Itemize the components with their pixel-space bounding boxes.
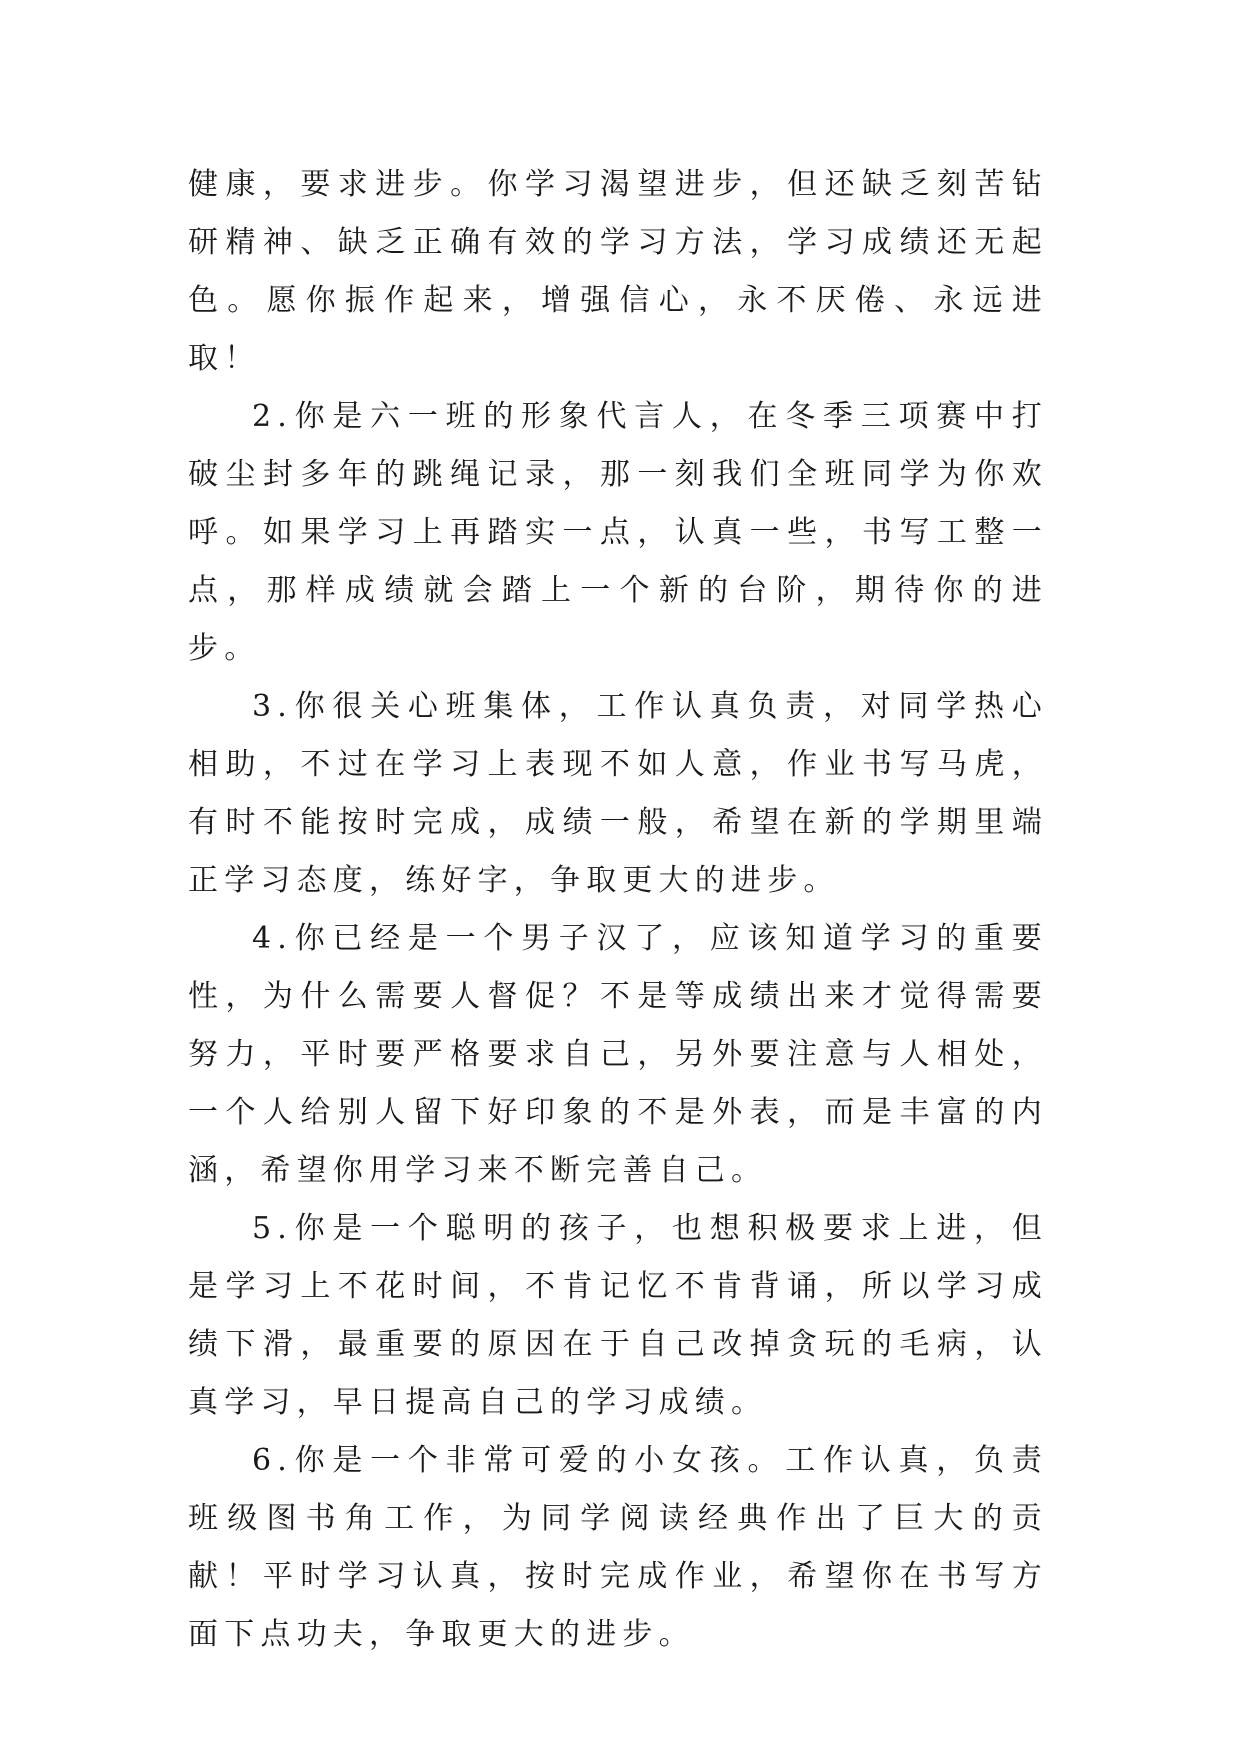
- paragraph-continuation: 健康，要求进步。你学习渴望进步，但还缺乏刻苦钻研精神、缺乏正确有效的学习方法，学习成绩还无起色。愿你振作起来，增强信心，永不厌倦、永远进取！: [188, 167, 1048, 376]
- paragraph-comment-3: 3.你很关心班集体，工作认真负责，对同学热心相助，不过在学习上表现不如人意，作业书写马虎，有时不能按时完成，成绩一般，希望在新的学期里端正学习态度，练好字，争取更大的进步。: [188, 689, 1048, 898]
- paragraph-comment-4: 4.你已经是一个男子汉了，应该知道学习的重要性，为什么需要人督促？不是等成绩出来才觉得需要努力，平时要严格要求自己，另外要注意与人相处，一个人给别人留下好印象的不是外表，而是丰富的内涵，希望你用学习来不断完善自己。: [188, 921, 1048, 1188]
- paragraph-comment-6: 6.你是一个非常可爱的小女孩。工作认真，负责班级图书角工作，为同学阅读经典作出了巨大的贡献！平时学习认真，按时完成作业，希望你在书写方面下点功夫，争取更大的进步。: [188, 1443, 1048, 1652]
- paragraph-comment-2: 2.你是六一班的形象代言人，在冬季三项赛中打破尘封多年的跳绳记录，那一刻我们全班同学为你欢呼。如果学习上再踏实一点，认真一些，书写工整一点，那样成绩就会踏上一个新的台阶，期待你的进步。: [188, 399, 1048, 666]
- paragraph-comment-5: 5.你是一个聪明的孩子，也想积极要求上进，但是学习上不花时间，不肯记忆不肯背诵，所以学习成绩下滑，最重要的原因在于自己改掉贪玩的毛病，认真学习，早日提高自己的学习成绩。: [188, 1211, 1048, 1420]
- document-body: [188, 156, 1048, 1664]
